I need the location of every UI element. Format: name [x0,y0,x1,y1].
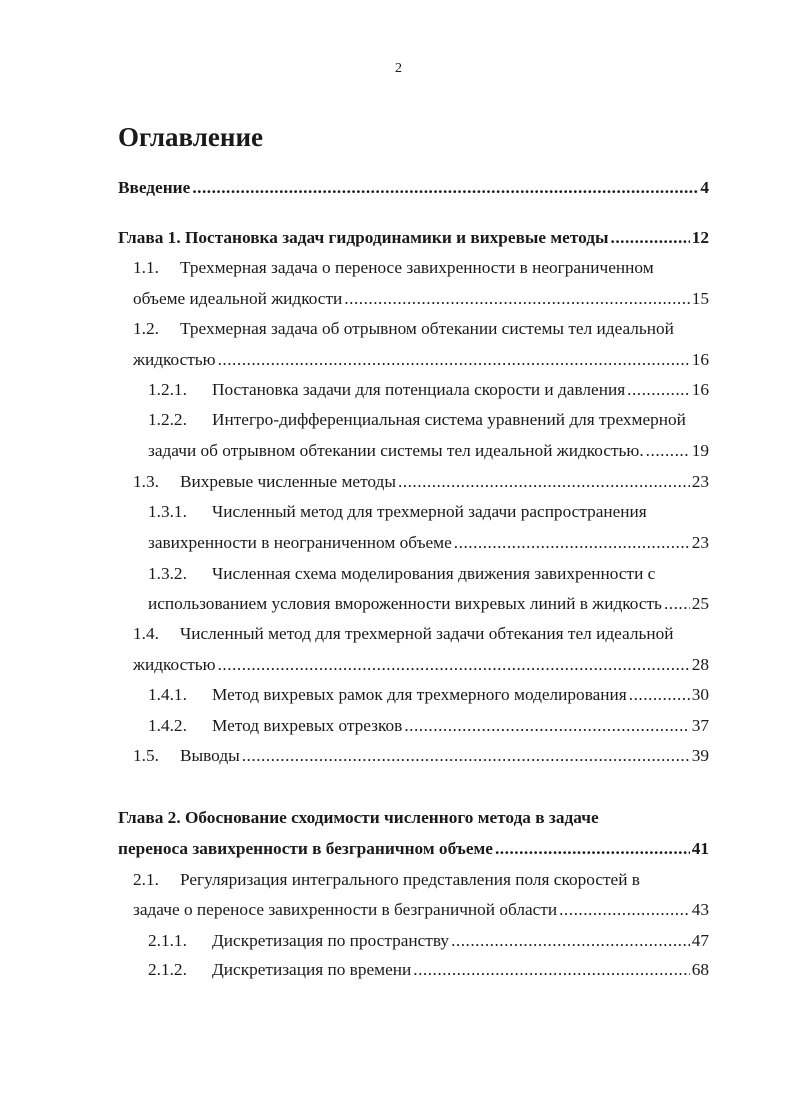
toc-entry-line[interactable] [133,654,709,676]
section-number: 1.4.1. [148,685,187,704]
section-title: завихренности в неограниченном объеме [148,533,452,552]
dot-leader [218,654,690,676]
section-number: 1.2.1. [148,380,187,399]
section-title: Выводы [180,746,240,765]
page-ref: 19 [691,441,709,460]
section-title: переноса завихренности в безграничном объеме [118,839,493,858]
section-title: Глава 1. Постановка задач гидродинамики и вихревые методы [118,228,609,247]
toc-entry-line[interactable] [118,177,709,199]
dot-leader [559,899,690,921]
toc-entry-line[interactable] [133,471,709,493]
section-title: Регуляризация интегрального представления поля скоростей в [180,870,640,889]
dot-leader [611,227,690,249]
toc-entry-line-start[interactable] [133,623,709,645]
page-ref: 43 [691,900,709,919]
section-title: Метод вихревых рамок для трехмерного моделирования [212,685,627,704]
section-title: задачи об отрывном обтекании системы тел идеальной жидкостью. [148,441,644,460]
section-number: 2.1.1. [148,931,187,950]
page-ref: 30 [691,685,709,704]
section-title: Введение [118,178,191,197]
section-number: 2.1. [133,870,159,889]
page-ref: 16 [691,380,709,399]
dot-leader [413,959,689,981]
dot-leader [451,930,690,952]
dot-leader [629,684,690,706]
section-title: Трехмерная задача об отрывном обтекании системы тел идеальной [180,319,674,338]
dot-leader [404,715,689,737]
section-title: Метод вихревых отрезков [212,716,403,735]
section-title: Численный метод для трехмерной задачи распространения [212,502,647,521]
section-title: Интегро-дифференциальная система уравнений для трехмерной [212,410,686,429]
section-title: Численная схема моделирования движения завихренности с [212,564,656,583]
section-number: 1.3.1. [148,502,187,521]
section-title: задаче о переносе завихренности в безграничной области [133,900,558,919]
page-ref: 23 [691,472,709,491]
toc-entry-line-start[interactable] [148,563,709,585]
page-ref: 28 [691,655,709,674]
toc-entry-line[interactable] [133,288,709,310]
dot-leader [664,593,690,615]
toc-entry-line[interactable] [148,930,709,952]
page-ref: 41 [691,839,709,858]
dot-leader [646,440,690,462]
section-number: 1.4.2. [148,716,187,735]
toc-entry-line[interactable] [133,349,709,371]
toc-entry-line[interactable] [133,899,709,921]
section-title: Трехмерная задача о переносе завихренности в неограниченном [180,258,654,277]
toc-entry-line[interactable] [148,593,709,615]
toc-entry-line[interactable] [133,745,709,767]
dot-leader [398,471,690,493]
page-ref: 47 [691,931,709,950]
section-title: Дискретизация по времени [212,960,412,979]
section-title: жидкостью [133,350,216,369]
section-number: 2.1.2. [148,960,187,979]
dot-leader [192,177,698,199]
section-number: 1.2. [133,319,159,338]
page-number: 2 [395,61,402,76]
toc-title: Оглавление [118,122,263,152]
page-ref: 68 [691,960,709,979]
toc-entry-line-start[interactable] [133,318,709,340]
section-number: 1.3. [133,472,159,491]
toc-entry-line[interactable] [148,379,709,401]
section-title: использованием условия вмороженности вихревых линий в жидкость [148,594,662,613]
section-title: Вихревые численные методы [180,472,396,491]
section-number: 1.5. [133,746,159,765]
section-title: Дискретизация по пространству [212,931,450,950]
page-ref: 25 [691,594,709,613]
toc-entry-line[interactable] [148,684,709,706]
toc-entry-line-start[interactable] [118,807,709,829]
section-title: Постановка задачи для потенциала скорости и давления [212,380,626,399]
page-ref: 16 [691,350,709,369]
toc-entry-line-start[interactable] [133,869,709,891]
section-title: Численный метод для трехмерной задачи обтекания тел идеальной [180,624,674,643]
toc-entry-line[interactable] [148,532,709,554]
toc-entry-line-start[interactable] [133,257,709,279]
dot-leader [218,349,690,371]
page-ref: 39 [691,746,709,765]
toc-entry-line[interactable] [148,440,709,462]
section-title: Глава 2. Обоснование сходимости численного метода в задаче [118,808,599,827]
toc-entry-line[interactable] [148,959,709,981]
dot-leader [242,745,690,767]
dot-leader [454,532,690,554]
section-number: 1.3.2. [148,564,187,583]
page-ref: 37 [691,716,709,735]
page-ref: 23 [691,533,709,552]
toc-entry-line-start[interactable] [148,409,709,431]
dot-leader [495,838,690,860]
toc-entry-line-start[interactable] [148,501,709,523]
section-number: 1.1. [133,258,159,277]
toc-entry-line[interactable] [148,715,709,737]
section-number: 1.2.2. [148,410,187,429]
dot-leader [627,379,690,401]
page-ref: 12 [691,228,709,247]
section-title: объеме идеальной жидкости [133,289,343,308]
toc-entry-line[interactable] [118,838,709,860]
page-ref: 4 [700,178,709,197]
section-title: жидкостью [133,655,216,674]
toc-entry-line[interactable] [118,227,709,249]
dot-leader [344,288,689,310]
section-number: 1.4. [133,624,159,643]
page-ref: 15 [691,289,709,308]
